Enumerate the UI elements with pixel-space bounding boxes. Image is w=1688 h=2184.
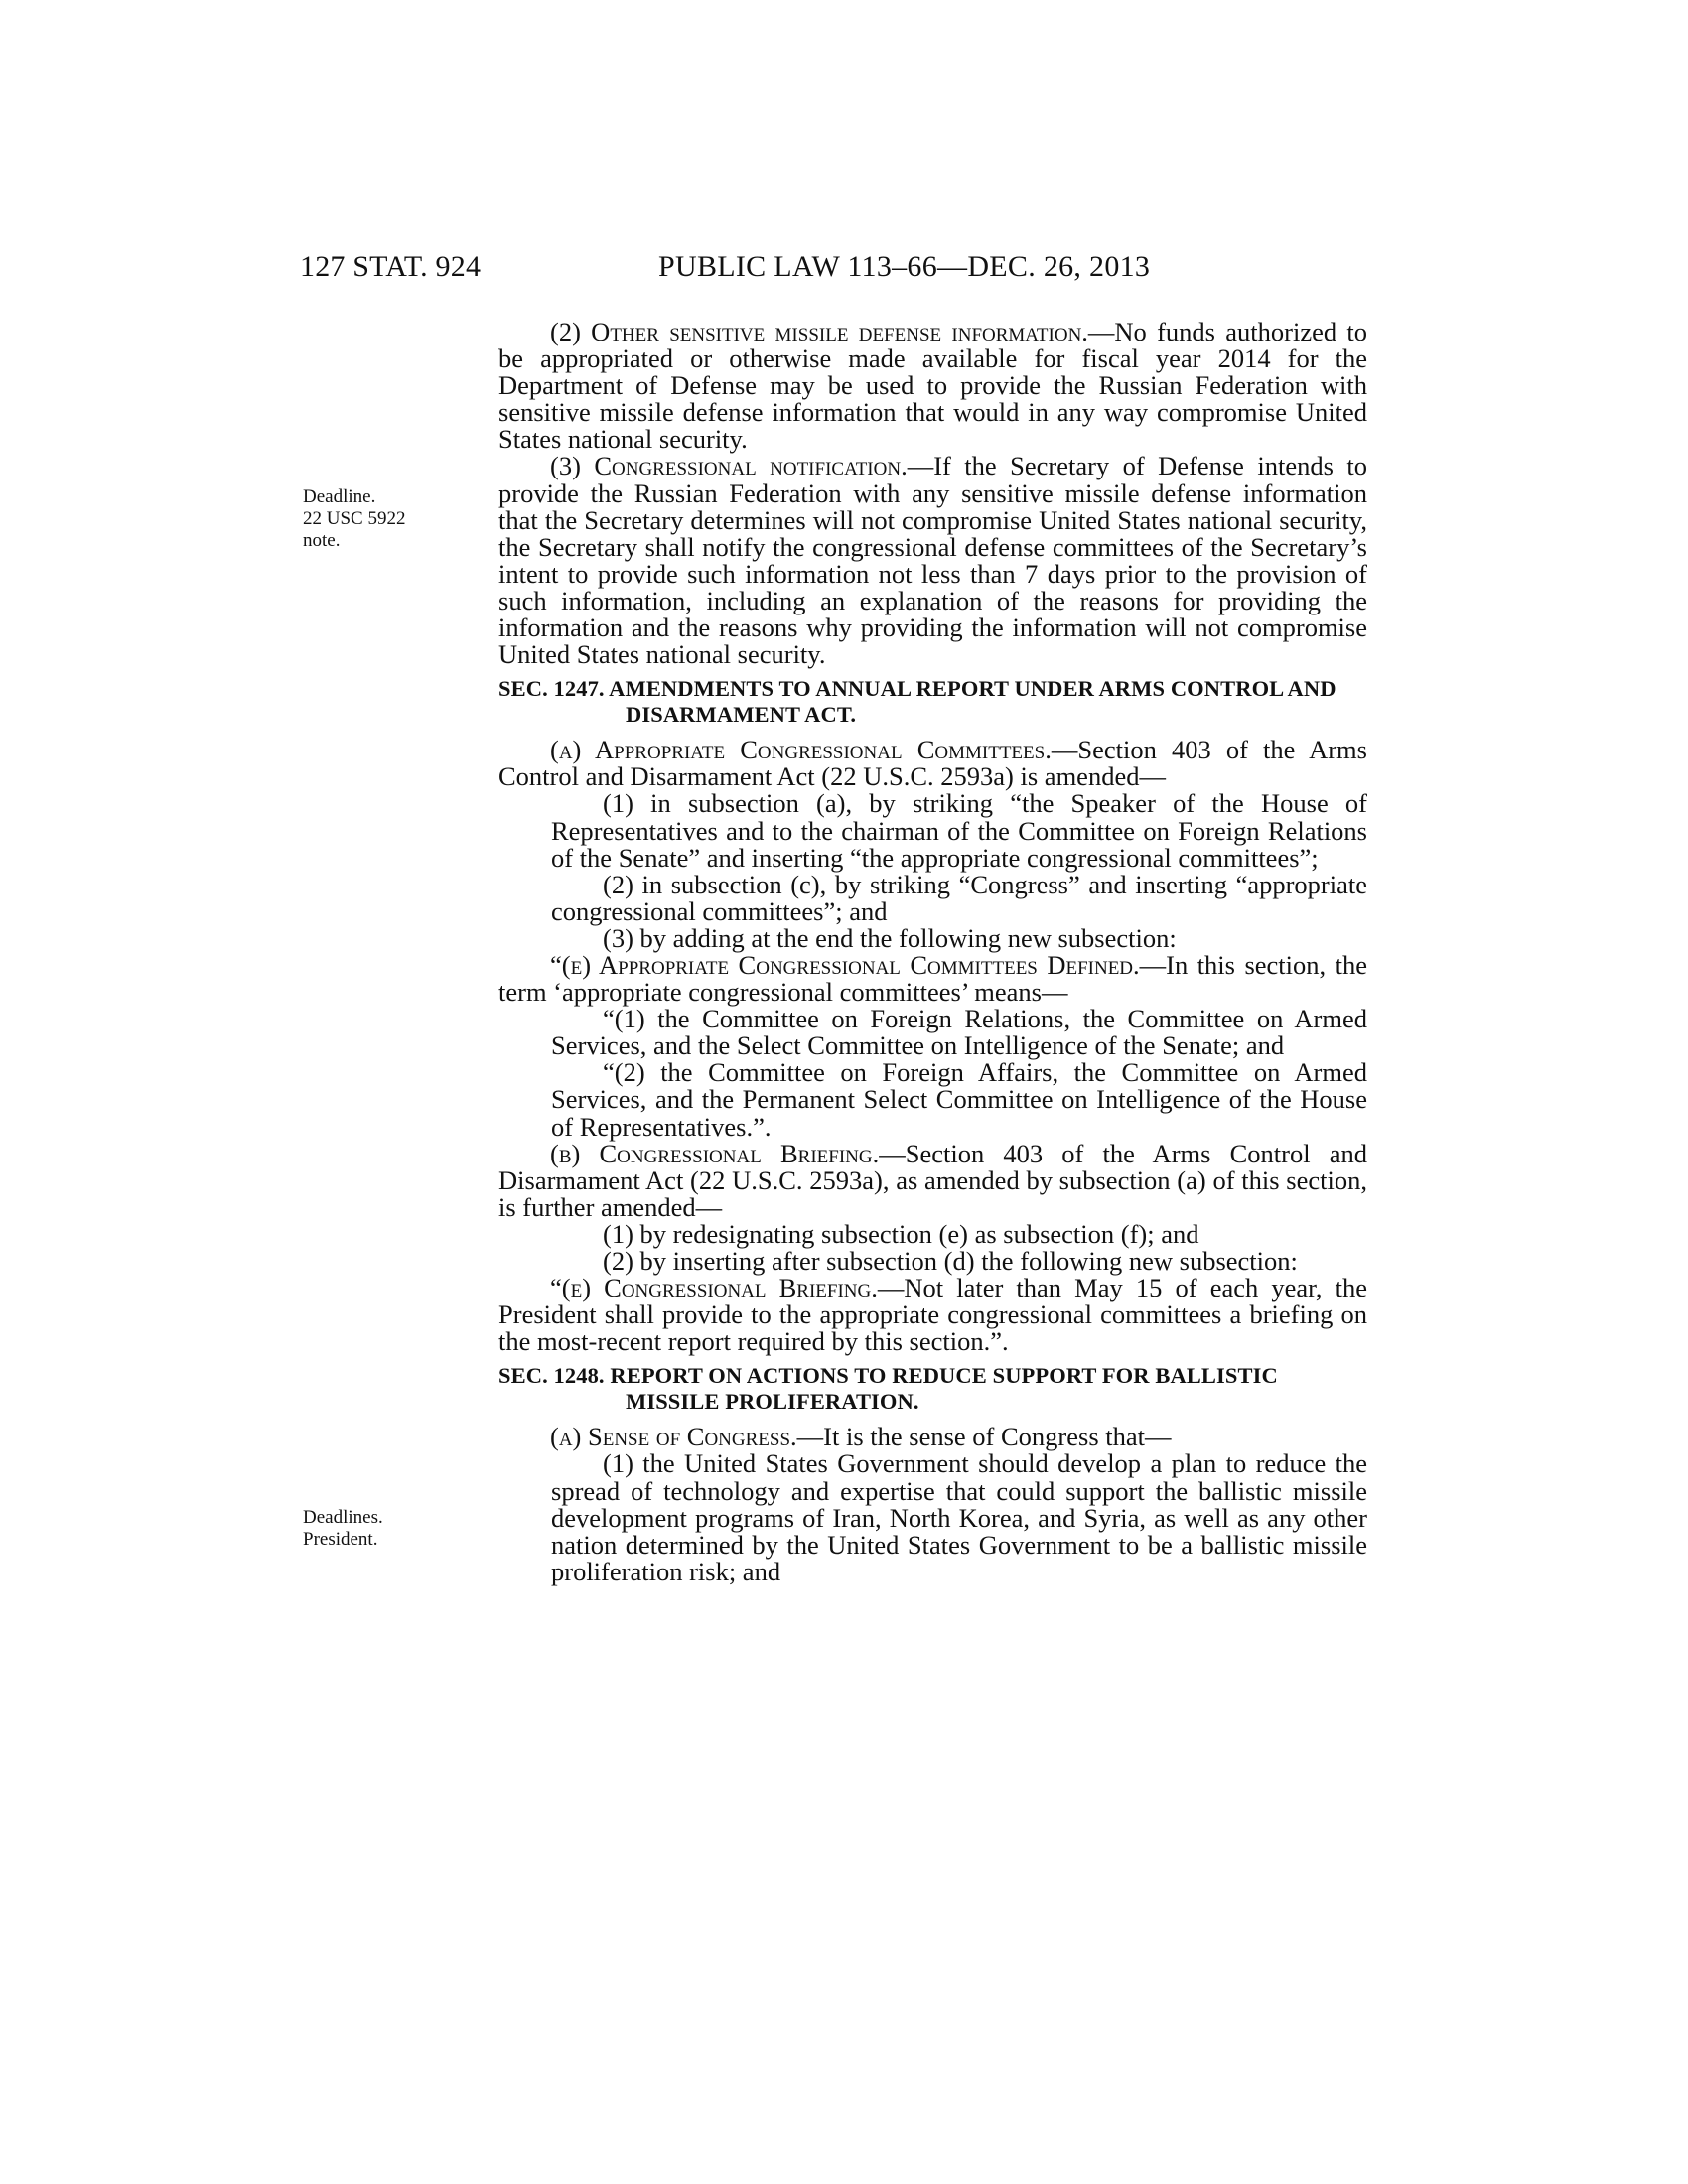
paragraph-a3 bbox=[498, 922, 1367, 953]
inserted-subsection-e-defined bbox=[498, 949, 1367, 1008]
subsection-text: —Section 403 of the Arms Control and Disarmament Act (22 U.S.C. 2593a), as amended by subsection (a) of this section, is further amended— bbox=[498, 1138, 1367, 1222]
subsection-heading: (a) Sense of Congress. bbox=[550, 1422, 797, 1452]
paragraph-text: (1) by redesignating subsection (e) as subsection (f); and bbox=[603, 1218, 1199, 1249]
subsection-text: —Not later than May 15 of each year, the President shall provide to the appropriate congressional committees a briefing on the most-recent report required by this section.”. bbox=[498, 1273, 1368, 1357]
subsection-sense-of-congress bbox=[498, 1424, 1367, 1450]
paragraph-a1 bbox=[498, 790, 1367, 871]
section-1248-heading: SEC. 1248. REPORT ON ACTIONS TO REDUCE SUPPORT FOR BALLISTIC MISSILE PROLIFERATION. bbox=[498, 1363, 1278, 1415]
inserted-subsection-e-briefing bbox=[498, 1275, 1367, 1355]
paragraph-text: (2) in subsection (c), by striking “Congress” and inserting “appropriate congressional committees”; and bbox=[551, 869, 1367, 926]
paragraph-text: (2) by inserting after subsection (d) the following new subsection: bbox=[603, 1246, 1298, 1276]
paragraph-text: “(2) the Committee on Foreign Affairs, the Committee on Armed Services, and the Permanent Select Committee on Intelligence of the House of Representatives.”. bbox=[551, 1057, 1367, 1142]
paragraph-text: —No funds authorized to be appropriated or otherwise made available for fiscal year 2014 for the Department of Defense may be used to provide the Russian Federation with sensitive missile defense information that would in any way compromise United States national security. bbox=[498, 317, 1367, 455]
subsection-heading: “(e) Congressional Briefing. bbox=[550, 1273, 878, 1303]
paragraph-b2 bbox=[498, 1248, 1367, 1275]
subsection-b bbox=[498, 1138, 1367, 1222]
subsection-text: —Section 403 of the Arms Control and Disarmament Act (22 U.S.C. 2593a) is amended— bbox=[498, 735, 1367, 792]
margin-note-deadline bbox=[303, 486, 405, 552]
paragraph-text: (1) the United States Government should develop a plan to reduce the spread of technology and expertise that could support the ballistic missile development programs of Iran, North Korea, and Syria, as well as any other nation determined by the United States Government to be a ballistic missile proliferation risk; and bbox=[551, 1448, 1367, 1586]
subsection-text: —In this section, the term ‘appropriate congressional committees’ means— bbox=[498, 949, 1367, 1008]
stat-page-number: 127 STAT. 924 bbox=[300, 250, 482, 283]
subsection-heading: (a) Appropriate Congressional Committees. bbox=[550, 735, 1052, 765]
subsection-heading: “(e) Appropriate Congressional Committees Defined. bbox=[550, 949, 1140, 980]
paragraph-text: (1) in subsection (a), by striking “the Speaker of the House of Representatives and to the chairman of the Committee on Foreign Relations of the Senate” and inserting “the appropriate congressional committees”; bbox=[551, 788, 1367, 873]
paragraph-heading: (3) Congressional notification. bbox=[550, 451, 908, 481]
margin-note-deadlines-president bbox=[303, 1507, 383, 1551]
paragraph-heading: (2) Other sensitive missile defense information. bbox=[550, 317, 1088, 346]
subsection-text: —It is the sense of Congress that— bbox=[796, 1422, 1172, 1452]
inserted-paragraph-e2 bbox=[498, 1059, 1367, 1140]
paragraph-sense-1 bbox=[498, 1450, 1367, 1584]
subsection-heading: (b) Congressional Briefing. bbox=[550, 1138, 880, 1168]
margin-note-line: note. bbox=[303, 530, 341, 551]
margin-note-line: Deadline. bbox=[303, 486, 376, 507]
margin-note-line: 22 USC 5922 bbox=[303, 508, 406, 529]
statute-body bbox=[498, 319, 1367, 1585]
paragraph-text: (3) by adding at the end the following new subsection: bbox=[603, 922, 1177, 953]
paragraph-a2 bbox=[498, 869, 1367, 926]
paragraph-2 bbox=[498, 319, 1367, 453]
paragraph-b1 bbox=[498, 1218, 1367, 1249]
subsection-a bbox=[498, 737, 1367, 790]
paragraph-3 bbox=[498, 453, 1367, 668]
paragraph-text: —If the Secretary of Defense intends to provide the Russian Federation with any sensitive missile defense information that the Secretary determines will not compromise United States national security, the Secretary shall notify the congressional defense committees of the Secretary’s intent to provide such information not less than 7 days prior to the provision of such information, including an explanation of the reasons for providing the information and the reasons why providing the information will not compromise United States national security. bbox=[498, 451, 1367, 670]
inserted-paragraph-e1 bbox=[498, 1006, 1367, 1059]
section-1247-heading: SEC. 1247. AMENDMENTS TO ANNUAL REPORT UNDER ARMS CONTROL AND DISARMAMENT ACT. bbox=[498, 676, 1336, 728]
law-title: PUBLIC LAW 113–66—DEC. 26, 2013 bbox=[658, 250, 1151, 283]
margin-note-line: Deadlines. bbox=[303, 1507, 383, 1528]
margin-note-line: President. bbox=[303, 1529, 378, 1550]
running-head bbox=[300, 250, 1367, 290]
paragraph-text: “(1) the Committee on Foreign Relations, the Committee on Armed Services, and the Select Committee on Intelligence of the Senate; and bbox=[551, 1004, 1367, 1061]
